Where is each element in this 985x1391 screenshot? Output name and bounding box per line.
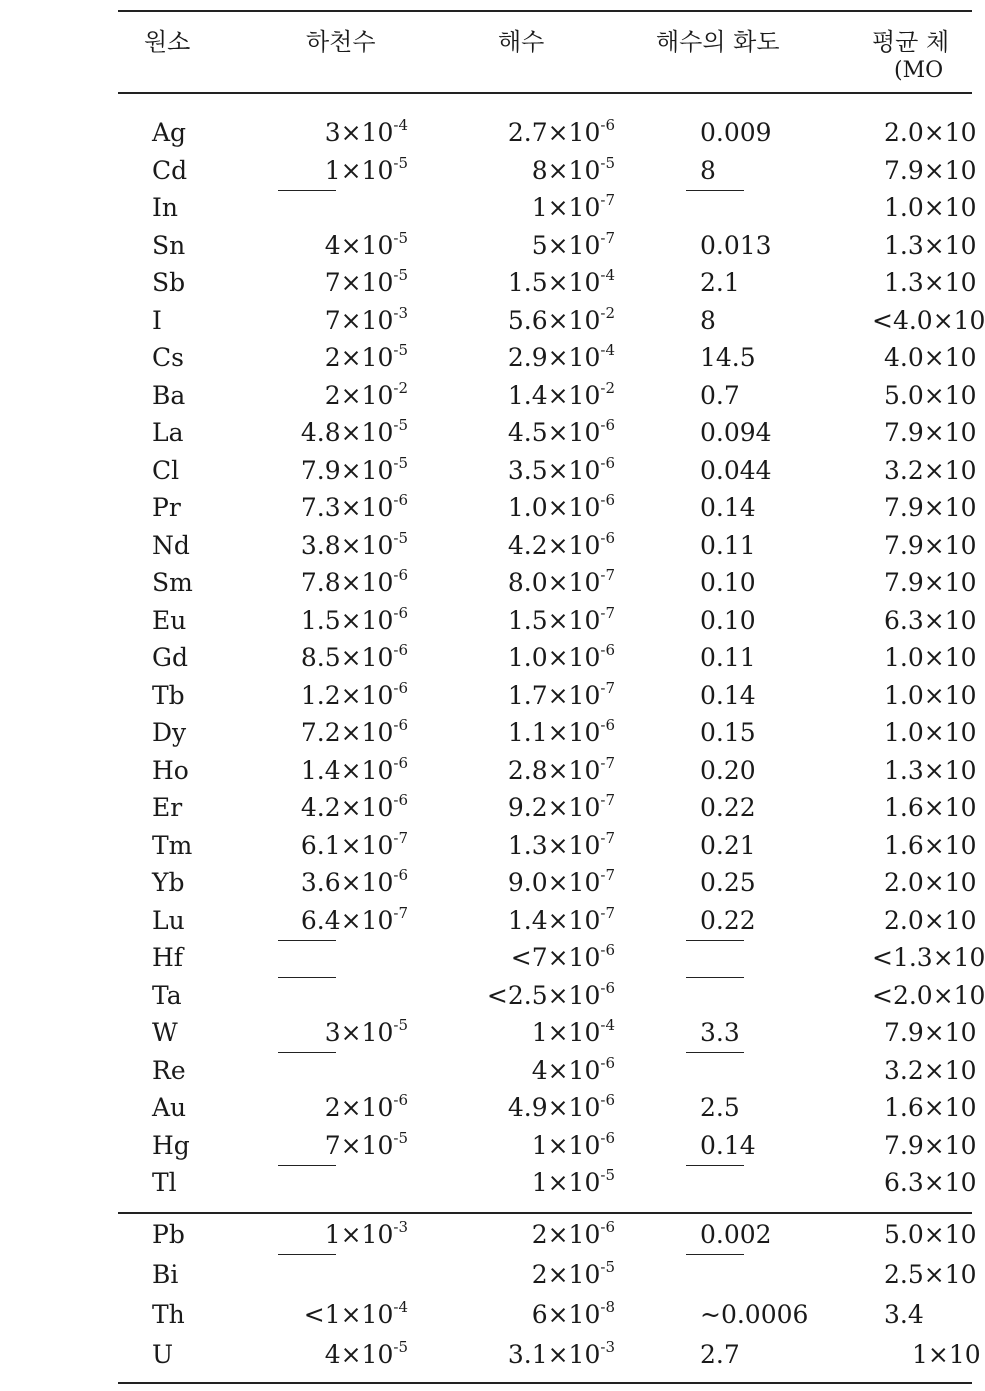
- river-value-cell: $2\times 10^{-2}$: [324, 378, 408, 410]
- blank-marker-enrichment: [686, 1165, 744, 1166]
- seawater-value-cell: $1.5\times 10^{-4}$: [507, 266, 615, 297]
- element-cell: Cl: [152, 455, 180, 485]
- element-cell: Nd: [152, 530, 190, 560]
- enrichment-value-cell: 0.20: [700, 755, 756, 785]
- residence-value-cell: 6.3×10: [884, 1168, 977, 1197]
- river-value-cell: $6.1\times 10^{-7}$: [300, 828, 408, 860]
- seawater-value-cell: $2.8\times 10^{-7}$: [507, 753, 615, 785]
- table-row: [0, 228, 977, 266]
- residence-value-cell: 1.6×10: [884, 1093, 977, 1122]
- river-value-cell: $1\times 10^{-3}$: [324, 1218, 408, 1249]
- table-row: [0, 978, 985, 1016]
- residence-value-cell: <2.0×10: [872, 980, 985, 1010]
- residence-value-cell: 1.3×10: [884, 230, 977, 260]
- element-cell: I: [152, 305, 162, 335]
- residence-value-cell: 6.3×10: [884, 605, 977, 635]
- seawater-value-cell: $5.6\times 10^{-2}$: [507, 303, 615, 335]
- residence-value-cell: 1.0×10: [884, 643, 977, 672]
- seawater-value-cell: $9.0\times 10^{-7}$: [507, 866, 615, 897]
- table-row: [0, 416, 977, 453]
- river-value-cell: $3\times 10^{-4}$: [324, 116, 408, 147]
- table-row: [0, 753, 977, 791]
- table-row: [0, 566, 977, 603]
- enrichment-value-cell: 3.3: [700, 1018, 740, 1047]
- river-value-cell: $2\times 10^{-5}$: [324, 341, 408, 372]
- enrichment-value-cell: 0.10: [700, 605, 756, 635]
- element-cell: Hg: [152, 1130, 190, 1160]
- table-row: [0, 791, 977, 828]
- enrichment-value-cell: 0.009: [700, 118, 772, 147]
- river-value-cell: $4.8\times 10^{-5}$: [300, 416, 408, 447]
- header-river-water: 하천수: [306, 28, 376, 56]
- river-value-cell: $3.6\times 10^{-6}$: [300, 866, 408, 897]
- element-cell: La: [152, 418, 184, 447]
- residence-value-cell: 7.9×10: [884, 418, 977, 447]
- seawater-value-cell: $4.9\times 10^{-6}$: [507, 1091, 615, 1122]
- river-value-cell: $7.2\times 10^{-6}$: [300, 716, 408, 747]
- river-value-cell: $8.5\times 10^{-6}$: [300, 641, 408, 672]
- seawater-value-cell: $<2.5\times 10^{-6}$: [486, 978, 615, 1010]
- table-row: [0, 1016, 977, 1053]
- table-row: [0, 941, 985, 978]
- blank-marker-river: [278, 1165, 336, 1166]
- table-row: [0, 866, 977, 903]
- seawater-value-cell: $8\times 10^{-5}$: [531, 153, 615, 185]
- residence-value-cell: 1.6×10: [884, 830, 977, 860]
- enrichment-value-cell: 8: [700, 155, 716, 185]
- table-row: [0, 491, 977, 528]
- element-cell: Gd: [152, 643, 188, 672]
- enrichment-value-cell: 2.7: [700, 1340, 740, 1369]
- element-cell: Sm: [152, 568, 193, 597]
- residence-value-cell: 2.0×10: [884, 868, 977, 897]
- element-cell: Tb: [152, 680, 185, 710]
- seawater-value-cell: $1\times 10^{-7}$: [531, 191, 615, 222]
- header-seawater: 해수: [498, 28, 545, 56]
- table-top-rule: [118, 10, 972, 12]
- seawater-value-cell: $5\times 10^{-7}$: [531, 228, 615, 260]
- enrichment-value-cell: 0.10: [700, 568, 756, 597]
- seawater-value-cell: $2.9\times 10^{-4}$: [507, 341, 615, 372]
- river-value-cell: $7\times 10^{-5}$: [324, 266, 408, 297]
- header-element: 원소: [144, 28, 191, 56]
- enrichment-value-cell: ~0.0006: [700, 1300, 809, 1329]
- table-row: [0, 716, 977, 753]
- enrichment-value-cell: 0.094: [700, 418, 772, 447]
- residence-value-cell: 7.9×10: [884, 155, 977, 185]
- table-row: [0, 116, 977, 153]
- residence-value-cell: <4.0×10: [872, 305, 985, 335]
- element-cell: Er: [152, 793, 183, 822]
- residence-value-cell: <1.3×10: [872, 943, 985, 972]
- table-row: [0, 341, 977, 378]
- river-value-cell: $1.4\times 10^{-6}$: [300, 753, 408, 785]
- seawater-value-cell: $1.7\times 10^{-7}$: [507, 678, 615, 710]
- river-value-cell: $7.9\times 10^{-5}$: [300, 453, 408, 485]
- seawater-value-cell: $1\times 10^{-5}$: [531, 1166, 615, 1197]
- residence-value-cell: 1.0×10: [884, 680, 977, 710]
- table-row: [0, 266, 977, 303]
- river-value-cell: $7.3\times 10^{-6}$: [300, 491, 408, 522]
- table-row: [0, 1128, 977, 1166]
- element-cell: Sb: [152, 268, 186, 297]
- seawater-value-cell: $1.0\times 10^{-6}$: [507, 641, 615, 672]
- blank-marker-river: [278, 190, 336, 191]
- blank-marker-river: [278, 940, 336, 941]
- element-cell: Ba: [152, 380, 186, 410]
- seawater-value-cell: $1.4\times 10^{-7}$: [507, 903, 615, 935]
- table-row: [0, 641, 977, 678]
- element-cell: Sn: [152, 230, 186, 260]
- residence-value-cell: 1.0×10: [884, 193, 977, 222]
- element-cell: Tm: [152, 830, 193, 860]
- enrichment-value-cell: 0.21: [700, 830, 756, 860]
- river-value-cell: $6.4\times 10^{-7}$: [300, 903, 408, 935]
- enrichment-value-cell: 0.002: [700, 1220, 772, 1249]
- residence-value-cell: 2.0×10: [884, 118, 977, 147]
- blank-marker-enrichment: [686, 190, 744, 191]
- element-cell: Ho: [152, 755, 189, 785]
- residence-value-cell: 7.9×10: [884, 568, 977, 597]
- header-enrichment: 해수의 화도: [656, 28, 780, 56]
- enrichment-value-cell: 0.15: [700, 718, 756, 747]
- river-value-cell: $3\times 10^{-5}$: [324, 1016, 408, 1047]
- element-cell: Ta: [152, 980, 182, 1010]
- table-row: [0, 1298, 972, 1335]
- enrichment-value-cell: 0.22: [700, 793, 756, 822]
- residence-value-cell: 3.4: [884, 1300, 924, 1329]
- element-cell: Tl: [152, 1168, 177, 1197]
- river-value-cell: $7.8\times 10^{-6}$: [300, 566, 408, 597]
- table-row: [0, 378, 977, 416]
- seawater-value-cell: $<7\times 10^{-6}$: [510, 941, 615, 972]
- blank-marker-enrichment: [686, 1052, 744, 1053]
- element-cell: Th: [152, 1300, 185, 1329]
- enrichment-value-cell: 0.11: [700, 530, 756, 560]
- residence-value-cell: 4.0×10: [884, 343, 977, 372]
- residence-value-cell: 1×10: [912, 1340, 981, 1369]
- residence-value-cell: 3.2×10: [884, 455, 977, 485]
- table-row: [0, 1258, 977, 1295]
- seawater-value-cell: $1.0\times 10^{-6}$: [507, 491, 615, 522]
- seawater-value-cell: $8.0\times 10^{-7}$: [507, 566, 615, 597]
- seawater-value-cell: $4.5\times 10^{-6}$: [507, 416, 615, 447]
- table-row: [0, 1091, 977, 1128]
- enrichment-value-cell: 8: [700, 305, 716, 335]
- table-row: [0, 191, 977, 228]
- enrichment-value-cell: 0.013: [700, 230, 772, 260]
- residence-value-cell: 1.6×10: [884, 793, 977, 822]
- river-value-cell: $4.2\times 10^{-6}$: [300, 791, 408, 822]
- table-row: [0, 528, 977, 566]
- table-row: [0, 1338, 981, 1375]
- seawater-value-cell: $1.3\times 10^{-7}$: [507, 828, 615, 860]
- seawater-value-cell: $1.1\times 10^{-6}$: [507, 716, 615, 747]
- table-row: [0, 603, 977, 641]
- enrichment-value-cell: 0.14: [700, 493, 756, 522]
- blank-marker-enrichment: [686, 977, 744, 978]
- enrichment-value-cell: 14.5: [700, 343, 756, 372]
- river-value-cell: $1.5\times 10^{-6}$: [300, 603, 408, 635]
- header-residence-unit: (MO: [894, 58, 944, 83]
- river-value-cell: $1\times 10^{-5}$: [324, 153, 408, 185]
- seawater-value-cell: $1\times 10^{-4}$: [531, 1016, 615, 1047]
- river-value-cell: $<1\times 10^{-4}$: [303, 1298, 408, 1329]
- seawater-value-cell: $3.1\times 10^{-3}$: [507, 1338, 615, 1369]
- residence-value-cell: 2.0×10: [884, 905, 977, 935]
- element-cell: Eu: [152, 605, 187, 635]
- element-cell: Dy: [152, 718, 187, 747]
- residence-value-cell: 2.5×10: [884, 1260, 977, 1289]
- residence-value-cell: 7.9×10: [884, 493, 977, 522]
- enrichment-value-cell: 0.11: [700, 643, 756, 672]
- element-cell: Re: [152, 1055, 186, 1085]
- table-row: [0, 903, 977, 941]
- header-residence-time: 평균 체: [872, 28, 950, 56]
- river-value-cell: $7\times 10^{-3}$: [324, 303, 408, 335]
- seawater-value-cell: $3.5\times 10^{-6}$: [507, 453, 615, 485]
- element-cell: Yb: [152, 868, 185, 897]
- blank-marker-enrichment: [686, 1254, 744, 1255]
- river-value-cell: $4\times 10^{-5}$: [324, 228, 408, 260]
- section-rule: [118, 1212, 972, 1214]
- blank-marker-enrichment: [686, 940, 744, 941]
- table-row: [0, 303, 985, 341]
- seawater-value-cell: $9.2\times 10^{-7}$: [507, 791, 615, 822]
- blank-marker-river: [278, 977, 336, 978]
- river-value-cell: $3.8\times 10^{-5}$: [300, 528, 408, 560]
- seawater-value-cell: $4\times 10^{-6}$: [531, 1053, 615, 1085]
- seawater-value-cell: $2.7\times 10^{-6}$: [507, 116, 615, 147]
- element-cell: Cd: [152, 155, 188, 185]
- table-row: [0, 1166, 977, 1203]
- element-cell: Ag: [152, 118, 187, 147]
- residence-value-cell: 7.9×10: [884, 1018, 977, 1047]
- enrichment-value-cell: 0.7: [700, 380, 740, 410]
- element-cell: Cs: [152, 343, 184, 372]
- element-cell: U: [152, 1340, 174, 1369]
- element-cell: Pb: [152, 1220, 185, 1249]
- enrichment-value-cell: 0.25: [700, 868, 756, 897]
- enrichment-value-cell: 0.044: [700, 455, 772, 485]
- seawater-value-cell: $4.2\times 10^{-6}$: [507, 528, 615, 560]
- element-cell: Lu: [152, 905, 185, 935]
- residence-value-cell: 5.0×10: [884, 380, 977, 410]
- element-cell: Pr: [152, 493, 181, 522]
- element-cell: In: [152, 193, 178, 222]
- residence-value-cell: 1.3×10: [884, 755, 977, 785]
- river-value-cell: $2\times 10^{-6}$: [324, 1091, 408, 1122]
- blank-marker-river: [278, 1052, 336, 1053]
- table-bottom-rule: [118, 1382, 972, 1384]
- element-cell: Au: [152, 1093, 187, 1122]
- blank-marker-river: [278, 1254, 336, 1255]
- table-row: [0, 1053, 977, 1091]
- seawater-value-cell: $2\times 10^{-6}$: [531, 1218, 615, 1249]
- residence-value-cell: 3.2×10: [884, 1055, 977, 1085]
- table-row: [0, 153, 977, 191]
- residence-value-cell: 1.0×10: [884, 718, 977, 747]
- enrichment-value-cell: 0.22: [700, 905, 756, 935]
- table-row: [0, 678, 977, 716]
- seawater-value-cell: $2\times 10^{-5}$: [531, 1258, 615, 1289]
- header-rule: [118, 92, 972, 94]
- table-row: [0, 1218, 977, 1255]
- seawater-value-cell: $6\times 10^{-8}$: [531, 1298, 615, 1329]
- residence-value-cell: 7.9×10: [884, 530, 977, 560]
- enrichment-value-cell: 0.14: [700, 1130, 756, 1160]
- element-cell: Hf: [152, 943, 184, 972]
- river-value-cell: $1.2\times 10^{-6}$: [300, 678, 408, 710]
- element-cell: W: [152, 1018, 178, 1047]
- residence-value-cell: 1.3×10: [884, 268, 977, 297]
- table-row: [0, 453, 977, 491]
- seawater-value-cell: $1\times 10^{-6}$: [531, 1128, 615, 1160]
- table-row: [0, 828, 977, 866]
- element-cell: Bi: [152, 1260, 179, 1289]
- river-value-cell: $7\times 10^{-5}$: [324, 1128, 408, 1160]
- enrichment-value-cell: 2.5: [700, 1093, 740, 1122]
- enrichment-value-cell: 0.14: [700, 680, 756, 710]
- seawater-value-cell: $1.4\times 10^{-2}$: [507, 378, 615, 410]
- enrichment-value-cell: 2.1: [700, 268, 740, 297]
- residence-value-cell: 7.9×10: [884, 1130, 977, 1160]
- seawater-value-cell: $1.5\times 10^{-7}$: [507, 603, 615, 635]
- river-value-cell: $4\times 10^{-5}$: [324, 1338, 408, 1369]
- residence-value-cell: 5.0×10: [884, 1220, 977, 1249]
